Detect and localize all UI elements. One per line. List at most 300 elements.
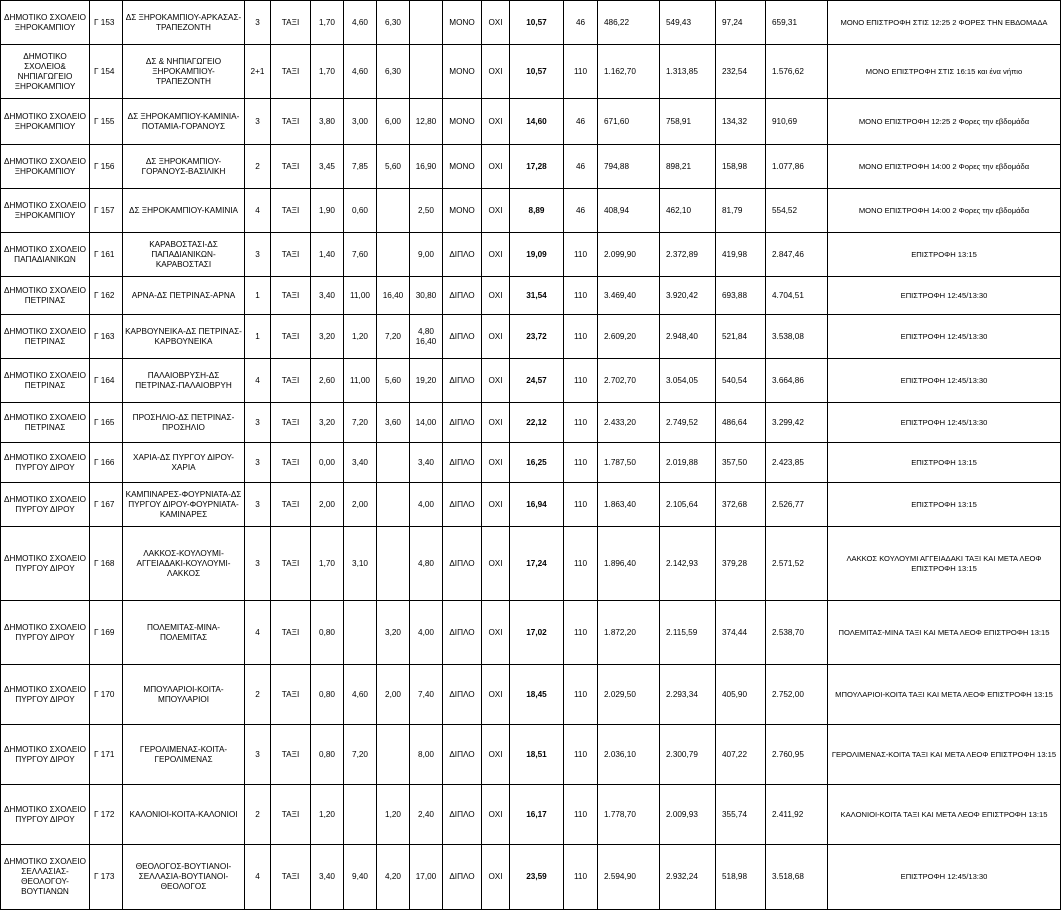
km-total-cell: 8,00 (410, 725, 443, 785)
trip-type-cell: ΜΟΝΟ (443, 99, 482, 145)
table-body (1, 1, 1061, 910)
escort-cell: ΟΧΙ (482, 403, 510, 443)
seats-cell: 3 (245, 99, 271, 145)
vehicle-type-cell: ΤΑΞΙ (271, 45, 311, 99)
cost-with-fuel-cell: 3.920,42 (660, 277, 716, 315)
daily-km-cell: 14,60 (510, 99, 564, 145)
notes-cell: ΜΟΝΟ ΕΠΙΣΤΡΟΦΗ ΣΤΙΣ 12:25 2 ΦΟΡΕΣ ΤΗΝ ΕΒΔΟΜΑΔΑ (828, 1, 1061, 45)
daily-km-cell: 16,94 (510, 483, 564, 527)
total-cell: 554,52 (766, 189, 828, 233)
route-code-cell: Γ 155 (90, 99, 123, 145)
escort-cell: ΟΧΙ (482, 45, 510, 99)
school-cell: ΔΗΜΟΤΙΚΟ ΣΧΟΛΕΙΟ ΠΥΡΓΟΥ ΔΙΡΟΥ (1, 601, 90, 665)
km-total-cell: 19,20 (410, 359, 443, 403)
daily-km-cell: 23,72 (510, 315, 564, 359)
km-total-cell: 4,80 (410, 527, 443, 601)
vehicle-type-cell: ΤΑΞΙ (271, 315, 311, 359)
seats-cell: 1 (245, 315, 271, 359)
trip-type-cell: ΔΙΠΛΟ (443, 483, 482, 527)
school-cell: ΔΗΜΟΤΙΚΟ ΣΧΟΛΕΙΟ ΠΥΡΓΟΥ ΔΙΡΟΥ (1, 443, 90, 483)
km-leg3-cell: 6,00 (377, 99, 410, 145)
km-leg1-cell: 1,70 (311, 1, 344, 45)
km-leg2-cell: 7,20 (344, 403, 377, 443)
km-leg3-cell (377, 483, 410, 527)
escort-cell: ΟΧΙ (482, 483, 510, 527)
cost-cell: 408,94 (598, 189, 660, 233)
daily-km-cell: 22,12 (510, 403, 564, 443)
cost-cell: 2.433,20 (598, 403, 660, 443)
days-cell: 110 (564, 277, 598, 315)
vehicle-type-cell: ΤΑΞΙ (271, 785, 311, 845)
vat-cell: 518,98 (716, 845, 766, 910)
route-code-cell: Γ 169 (90, 601, 123, 665)
route-cell: ΚΑΡΒΟΥΝΕΙΚΑ-ΔΣ ΠΕΤΡΙΝΑΣ-ΚΑΡΒΟΥΝΕΙΚΑ (123, 315, 245, 359)
school-cell: ΔΗΜΟΤΙΚΟ ΣΧΟΛΕΙΟ ΠΑΠΑΔΙΑΝΙΚΩΝ (1, 233, 90, 277)
daily-km-cell: 19,09 (510, 233, 564, 277)
km-leg3-cell: 1,20 (377, 785, 410, 845)
notes-cell: ΜΟΝΟ ΕΠΙΣΤΡΟΦΗ 14:00 2 Φορες την εβδομάδα (828, 145, 1061, 189)
trip-type-cell: ΔΙΠΛΟ (443, 233, 482, 277)
table-row (1, 483, 1061, 527)
vehicle-type-cell: ΤΑΞΙ (271, 443, 311, 483)
cost-with-fuel-cell: 758,91 (660, 99, 716, 145)
vehicle-type-cell: ΤΑΞΙ (271, 277, 311, 315)
notes-cell: ΚΑΛΟΝΙΟΙ-ΚΟΙΤΑ ΤΑΞΙ ΚΑΙ ΜΕΤΑ ΛΕΟΦ ΕΠΙΣΤΡΟΦΗ 13:15 (828, 785, 1061, 845)
school-cell: ΔΗΜΟΤΙΚΟ ΣΧΟΛΕΙΟ ΠΥΡΓΟΥ ΔΙΡΟΥ (1, 665, 90, 725)
km-leg2-cell: 11,00 (344, 359, 377, 403)
escort-cell: ΟΧΙ (482, 233, 510, 277)
km-total-cell (410, 1, 443, 45)
route-cell: ΔΣ ΞΗΡΟΚΑΜΠΙΟΥ-ΚΑΜΙΝΙΑ (123, 189, 245, 233)
route-cell: ΧΑΡΙΑ-ΔΣ ΠΥΡΓΟΥ ΔΙΡΟΥ-ΧΑΡΙΑ (123, 443, 245, 483)
seats-cell: 3 (245, 725, 271, 785)
km-total-cell: 14,00 (410, 403, 443, 443)
school-cell: ΔΗΜΟΤΙΚΟ ΣΧΟΛΕΙΟ ΞΗΡΟΚΑΜΠΙΟΥ (1, 1, 90, 45)
days-cell: 110 (564, 483, 598, 527)
km-leg1-cell: 1,70 (311, 527, 344, 601)
school-cell: ΔΗΜΟΤΙΚΟ ΣΧΟΛΕΙΟ ΞΗΡΟΚΑΜΠΙΟΥ (1, 145, 90, 189)
km-leg1-cell: 3,20 (311, 315, 344, 359)
km-total-cell: 3,40 (410, 443, 443, 483)
trip-type-cell: ΔΙΠΛΟ (443, 359, 482, 403)
table-row (1, 277, 1061, 315)
km-leg3-cell: 3,60 (377, 403, 410, 443)
km-leg2-cell: 7,60 (344, 233, 377, 277)
km-leg3-cell: 2,00 (377, 665, 410, 725)
days-cell: 110 (564, 601, 598, 665)
table-row (1, 1, 1061, 45)
km-leg1-cell: 0,80 (311, 601, 344, 665)
days-cell: 110 (564, 233, 598, 277)
vehicle-type-cell: ΤΑΞΙ (271, 601, 311, 665)
school-cell: ΔΗΜΟΤΙΚΟ ΣΧΟΛΕΙΟ ΠΕΤΡΙΝΑΣ (1, 403, 90, 443)
table-row (1, 845, 1061, 910)
route-cell: ΔΣ ΞΗΡΟΚΑΜΠΙΟΥ-ΑΡΚΑΣΑΣ-ΤΡΑΠΕΖΟΝΤΗ (123, 1, 245, 45)
km-leg2-cell: 3,10 (344, 527, 377, 601)
route-code-cell: Γ 170 (90, 665, 123, 725)
km-leg1-cell: 3,20 (311, 403, 344, 443)
notes-cell: ΜΟΝΟ ΕΠΙΣΤΡΟΦΗ ΣΤΙΣ 16:15 και ένα νήπιο (828, 45, 1061, 99)
school-cell: ΔΗΜΟΤΙΚΟ ΣΧΟΛΕΙΟ ΠΥΡΓΟΥ ΔΙΡΟΥ (1, 725, 90, 785)
days-cell: 110 (564, 527, 598, 601)
school-cell: ΔΗΜΟΤΙΚΟ ΣΧΟΛΕΙΟ ΠΥΡΓΟΥ ΔΙΡΟΥ (1, 527, 90, 601)
total-cell: 1.077,86 (766, 145, 828, 189)
cost-with-fuel-cell: 3.054,05 (660, 359, 716, 403)
seats-cell: 2 (245, 785, 271, 845)
notes-cell: ΕΠΙΣΤΡΟΦΗ 13:15 (828, 233, 1061, 277)
route-cell: ΠΑΛΑΙΟΒΡΥΣΗ-ΔΣ ΠΕΤΡΙΝΑΣ-ΠΑΛΑΙΟΒΡΥΗ (123, 359, 245, 403)
vat-cell: 405,90 (716, 665, 766, 725)
escort-cell: ΟΧΙ (482, 601, 510, 665)
days-cell: 110 (564, 665, 598, 725)
total-cell: 3.664,86 (766, 359, 828, 403)
km-leg1-cell: 1,70 (311, 45, 344, 99)
km-leg2-cell (344, 785, 377, 845)
km-leg2-cell: 2,00 (344, 483, 377, 527)
route-cell: ΚΑΜΠΙΝΑΡΕΣ-ΦΟΥΡΝΙΑΤΑ-ΔΣ ΠΥΡΓΟΥ ΔΙΡΟΥ-ΦΟΥΡΝΙΑΤΑ-ΚΑΜΙΝΑΡΕΣ (123, 483, 245, 527)
cost-with-fuel-cell: 2.372,89 (660, 233, 716, 277)
seats-cell: 3 (245, 403, 271, 443)
table-row (1, 443, 1061, 483)
route-code-cell: Γ 167 (90, 483, 123, 527)
km-total-cell: 17,00 (410, 845, 443, 910)
vat-cell: 486,64 (716, 403, 766, 443)
cost-cell: 1.778,70 (598, 785, 660, 845)
table-row (1, 145, 1061, 189)
km-leg3-cell: 4,20 (377, 845, 410, 910)
vehicle-type-cell: ΤΑΞΙ (271, 845, 311, 910)
cost-cell: 2.036,10 (598, 725, 660, 785)
km-leg2-cell: 7,20 (344, 725, 377, 785)
notes-cell: ΜΠΟΥΛΑΡΙΟΙ-ΚΟΙΤΑ ΤΑΞΙ ΚΑΙ ΜΕΤΑ ΛΕΟΦ ΕΠΙΣΤΡΟΦΗ 13:15 (828, 665, 1061, 725)
seats-cell: 3 (245, 443, 271, 483)
route-code-cell: Γ 156 (90, 145, 123, 189)
seats-cell: 4 (245, 359, 271, 403)
km-total-cell: 16,90 (410, 145, 443, 189)
days-cell: 46 (564, 1, 598, 45)
seats-cell: 3 (245, 527, 271, 601)
cost-with-fuel-cell: 2.115,59 (660, 601, 716, 665)
school-cell: ΔΗΜΟΤΙΚΟ ΣΧΟΛΕΙΟ ΣΕΛΛΑΣΙΑΣ-ΘΕΟΛΟΓΟΥ-ΒΟΥΤΙΑΝΩΝ (1, 845, 90, 910)
vat-cell: 419,98 (716, 233, 766, 277)
cost-cell: 3.469,40 (598, 277, 660, 315)
cost-with-fuel-cell: 2.293,34 (660, 665, 716, 725)
cost-cell: 1.787,50 (598, 443, 660, 483)
km-leg1-cell: 3,45 (311, 145, 344, 189)
escort-cell: ΟΧΙ (482, 527, 510, 601)
km-leg2-cell: 4,60 (344, 1, 377, 45)
route-cell: ΚΑΛΟΝΙΟΙ-ΚΟΙΤΑ-ΚΑΛΟΝΙΟΙ (123, 785, 245, 845)
km-leg3-cell (377, 233, 410, 277)
table-row (1, 99, 1061, 145)
trip-type-cell: ΜΟΝΟ (443, 189, 482, 233)
route-code-cell: Γ 173 (90, 845, 123, 910)
cost-cell: 2.099,90 (598, 233, 660, 277)
km-leg1-cell: 3,40 (311, 277, 344, 315)
vehicle-type-cell: ΤΑΞΙ (271, 189, 311, 233)
vat-cell: 540,54 (716, 359, 766, 403)
notes-cell: ΕΠΙΣΤΡΟΦΗ 12:45/13:30 (828, 845, 1061, 910)
notes-cell: ΕΠΙΣΤΡΟΦΗ 13:15 (828, 443, 1061, 483)
table-row (1, 403, 1061, 443)
vat-cell: 81,79 (716, 189, 766, 233)
km-total-cell: 9,00 (410, 233, 443, 277)
km-leg1-cell: 3,80 (311, 99, 344, 145)
vat-cell: 232,54 (716, 45, 766, 99)
trip-type-cell: ΜΟΝΟ (443, 1, 482, 45)
km-leg2-cell: 7,85 (344, 145, 377, 189)
km-leg1-cell: 0,80 (311, 665, 344, 725)
seats-cell: 4 (245, 601, 271, 665)
vehicle-type-cell: ΤΑΞΙ (271, 527, 311, 601)
days-cell: 110 (564, 785, 598, 845)
trip-type-cell: ΔΙΠΛΟ (443, 315, 482, 359)
km-leg2-cell: 1,20 (344, 315, 377, 359)
route-cell: ΔΣ ΞΗΡΟΚΑΜΠΙΟΥ-ΚΑΜΙΝΙΑ-ΠΟΤΑΜΙΑ-ΓΟΡΑΝΟΥΣ (123, 99, 245, 145)
notes-cell: ΓΕΡΟΛΙΜΕΝΑΣ-ΚΟΙΤΑ ΤΑΞΙ ΚΑΙ ΜΕΤΑ ΛΕΟΦ ΕΠΙΣΤΡΟΦΗ 13:15 (828, 725, 1061, 785)
cost-with-fuel-cell: 2.749,52 (660, 403, 716, 443)
escort-cell: ΟΧΙ (482, 277, 510, 315)
vat-cell: 379,28 (716, 527, 766, 601)
vat-cell: 372,68 (716, 483, 766, 527)
daily-km-cell: 8,89 (510, 189, 564, 233)
school-cell: ΔΗΜΟΤΙΚΟ ΣΧΟΛΕΙΟ ΠΥΡΓΟΥ ΔΙΡΟΥ (1, 785, 90, 845)
route-code-cell: Γ 165 (90, 403, 123, 443)
vehicle-type-cell: ΤΑΞΙ (271, 403, 311, 443)
days-cell: 110 (564, 845, 598, 910)
route-code-cell: Γ 153 (90, 1, 123, 45)
cost-with-fuel-cell: 2.948,40 (660, 315, 716, 359)
trip-type-cell: ΔΙΠΛΟ (443, 277, 482, 315)
total-cell: 2.760,95 (766, 725, 828, 785)
table-row (1, 665, 1061, 725)
cost-cell: 1.896,40 (598, 527, 660, 601)
daily-km-cell: 23,59 (510, 845, 564, 910)
route-cell: ΜΠΟΥΛΑΡΙΟΙ-ΚΟΙΤΑ-ΜΠΟΥΛΑΡΙΟΙ (123, 665, 245, 725)
cost-with-fuel-cell: 2.142,93 (660, 527, 716, 601)
km-leg1-cell: 3,40 (311, 845, 344, 910)
vat-cell: 97,24 (716, 1, 766, 45)
km-leg3-cell: 6,30 (377, 1, 410, 45)
seats-cell: 2 (245, 145, 271, 189)
vehicle-type-cell: ΤΑΞΙ (271, 483, 311, 527)
school-cell: ΔΗΜΟΤΙΚΟ ΣΧΟΛΕΙΟ ΞΗΡΟΚΑΜΠΙΟΥ (1, 189, 90, 233)
vehicle-type-cell: ΤΑΞΙ (271, 665, 311, 725)
cost-cell: 2.609,20 (598, 315, 660, 359)
escort-cell: ΟΧΙ (482, 443, 510, 483)
cost-cell: 486,22 (598, 1, 660, 45)
total-cell: 2.538,70 (766, 601, 828, 665)
daily-km-cell: 17,28 (510, 145, 564, 189)
daily-km-cell: 18,51 (510, 725, 564, 785)
table-row (1, 725, 1061, 785)
km-leg3-cell: 3,20 (377, 601, 410, 665)
total-cell: 659,31 (766, 1, 828, 45)
route-code-cell: Γ 172 (90, 785, 123, 845)
trip-type-cell: ΔΙΠΛΟ (443, 845, 482, 910)
escort-cell: ΟΧΙ (482, 189, 510, 233)
cost-with-fuel-cell: 462,10 (660, 189, 716, 233)
km-total-cell: 12,80 (410, 99, 443, 145)
route-cell: ΛΑΚΚΟΣ-ΚΟΥΛΟΥΜΙ-ΑΓΓΕΙΑΔΑΚΙ-ΚΟΥΛΟΥΜΙ-ΛΑΚΚΟΣ (123, 527, 245, 601)
cost-cell: 794,88 (598, 145, 660, 189)
vehicle-type-cell: ΤΑΞΙ (271, 99, 311, 145)
school-cell: ΔΗΜΟΤΙΚΟ ΣΧΟΛΕΙΟ ΠΕΤΡΙΝΑΣ (1, 359, 90, 403)
route-code-cell: Γ 164 (90, 359, 123, 403)
table-row (1, 785, 1061, 845)
escort-cell: ΟΧΙ (482, 785, 510, 845)
vat-cell: 357,50 (716, 443, 766, 483)
vat-cell: 374,44 (716, 601, 766, 665)
km-leg1-cell: 1,40 (311, 233, 344, 277)
route-code-cell: Γ 157 (90, 189, 123, 233)
table-row (1, 315, 1061, 359)
km-total-cell: 7,40 (410, 665, 443, 725)
km-leg1-cell: 2,60 (311, 359, 344, 403)
km-leg3-cell: 6,30 (377, 45, 410, 99)
route-cell: ΔΣ ΞΗΡΟΚΑΜΠΙΟΥ-ΓΟΡΑΝΟΥΣ-ΒΑΣΙΛΙΚΗ (123, 145, 245, 189)
table-row (1, 527, 1061, 601)
notes-cell: ΕΠΙΣΤΡΟΦΗ 12:45/13:30 (828, 359, 1061, 403)
daily-km-cell: 10,57 (510, 1, 564, 45)
daily-km-cell: 10,57 (510, 45, 564, 99)
days-cell: 46 (564, 189, 598, 233)
notes-cell: ΠΟΛΕΜΙΤΑΣ-ΜΙΝΑ ΤΑΞΙ ΚΑΙ ΜΕΤΑ ΛΕΟΦ ΕΠΙΣΤΡΟΦΗ 13:15 (828, 601, 1061, 665)
school-cell: ΔΗΜΟΤΙΚΟ ΣΧΟΛΕΙΟ ΞΗΡΟΚΑΜΠΙΟΥ (1, 99, 90, 145)
route-cell: ΓΕΡΟΛΙΜΕΝΑΣ-ΚΟΙΤΑ-ΓΕΡΟΛΙΜΕΝΑΣ (123, 725, 245, 785)
total-cell: 910,69 (766, 99, 828, 145)
vat-cell: 158,98 (716, 145, 766, 189)
cost-with-fuel-cell: 549,43 (660, 1, 716, 45)
cost-cell: 2.702,70 (598, 359, 660, 403)
daily-km-cell: 31,54 (510, 277, 564, 315)
route-cell: ΔΣ & ΝΗΠΙΑΓΩΓΕΙΟ ΞΗΡΟΚΑΜΠΙΟΥ-ΤΡΑΠΕΖΟΝΤΗ (123, 45, 245, 99)
route-cell: ΠΟΛΕΜΙΤΑΣ-ΜΙΝΑ-ΠΟΛΕΜΙΤΑΣ (123, 601, 245, 665)
trip-type-cell: ΜΟΝΟ (443, 45, 482, 99)
km-total-cell: 2,40 (410, 785, 443, 845)
daily-km-cell: 18,45 (510, 665, 564, 725)
route-code-cell: Γ 166 (90, 443, 123, 483)
days-cell: 110 (564, 443, 598, 483)
km-leg3-cell (377, 443, 410, 483)
route-cell: ΠΡΟΣΗΛΙΟ-ΔΣ ΠΕΤΡΙΝΑΣ-ΠΡΟΣΗΛΙΟ (123, 403, 245, 443)
daily-km-cell: 17,02 (510, 601, 564, 665)
km-leg3-cell (377, 189, 410, 233)
days-cell: 110 (564, 315, 598, 359)
total-cell: 2.571,52 (766, 527, 828, 601)
notes-cell: ΕΠΙΣΤΡΟΦΗ 12:45/13:30 (828, 277, 1061, 315)
km-total-cell: 4,00 (410, 601, 443, 665)
escort-cell: ΟΧΙ (482, 845, 510, 910)
cost-cell: 2.594,90 (598, 845, 660, 910)
km-leg2-cell: 4,60 (344, 45, 377, 99)
trip-type-cell: ΔΙΠΛΟ (443, 665, 482, 725)
km-leg3-cell: 5,60 (377, 359, 410, 403)
notes-cell: ΜΟΝΟ ΕΠΙΣΤΡΟΦΗ 12:25 2 Φορες την εβδομάδα (828, 99, 1061, 145)
days-cell: 110 (564, 725, 598, 785)
total-cell: 3.299,42 (766, 403, 828, 443)
notes-cell: ΕΠΙΣΤΡΟΦΗ 12:45/13:30 (828, 315, 1061, 359)
table-row (1, 45, 1061, 99)
km-leg1-cell: 1,90 (311, 189, 344, 233)
total-cell: 3.538,08 (766, 315, 828, 359)
table-row (1, 359, 1061, 403)
daily-km-cell: 24,57 (510, 359, 564, 403)
total-cell: 3.518,68 (766, 845, 828, 910)
vehicle-type-cell: ΤΑΞΙ (271, 1, 311, 45)
total-cell: 2.411,92 (766, 785, 828, 845)
seats-cell: 2+1 (245, 45, 271, 99)
trip-type-cell: ΔΙΠΛΟ (443, 725, 482, 785)
table-row (1, 601, 1061, 665)
cost-with-fuel-cell: 2.019,88 (660, 443, 716, 483)
km-leg2-cell: 9,40 (344, 845, 377, 910)
km-leg2-cell (344, 601, 377, 665)
school-cell: ΔΗΜΟΤΙΚΟ ΣΧΟΛΕΙΟ ΠΥΡΓΟΥ ΔΙΡΟΥ (1, 483, 90, 527)
total-cell: 2.423,85 (766, 443, 828, 483)
notes-cell: ΜΟΝΟ ΕΠΙΣΤΡΟΦΗ 14:00 2 Φορες την εβδομάδα (828, 189, 1061, 233)
trip-type-cell: ΔΙΠΛΟ (443, 785, 482, 845)
km-total-cell: 30,80 (410, 277, 443, 315)
route-code-cell: Γ 161 (90, 233, 123, 277)
table-row (1, 233, 1061, 277)
school-cell: ΔΗΜΟΤΙΚΟ ΣΧΟΛΕΙΟ ΠΕΤΡΙΝΑΣ (1, 277, 90, 315)
total-cell: 2.752,00 (766, 665, 828, 725)
escort-cell: ΟΧΙ (482, 725, 510, 785)
escort-cell: ΟΧΙ (482, 145, 510, 189)
trip-type-cell: ΔΙΠΛΟ (443, 527, 482, 601)
km-leg1-cell: 0,00 (311, 443, 344, 483)
seats-cell: 2 (245, 665, 271, 725)
seats-cell: 4 (245, 189, 271, 233)
seats-cell: 3 (245, 483, 271, 527)
daily-km-cell: 17,24 (510, 527, 564, 601)
total-cell: 1.576,62 (766, 45, 828, 99)
route-code-cell: Γ 163 (90, 315, 123, 359)
km-leg3-cell: 5,60 (377, 145, 410, 189)
cost-cell: 671,60 (598, 99, 660, 145)
route-code-cell: Γ 171 (90, 725, 123, 785)
km-leg1-cell: 1,20 (311, 785, 344, 845)
cost-cell: 1.872,20 (598, 601, 660, 665)
vat-cell: 521,84 (716, 315, 766, 359)
escort-cell: ΟΧΙ (482, 315, 510, 359)
seats-cell: 1 (245, 277, 271, 315)
km-total-cell (410, 45, 443, 99)
escort-cell: ΟΧΙ (482, 665, 510, 725)
notes-cell: ΕΠΙΣΤΡΟΦΗ 13:15 (828, 483, 1061, 527)
km-leg2-cell: 11,00 (344, 277, 377, 315)
escort-cell: ΟΧΙ (482, 99, 510, 145)
total-cell: 4.704,51 (766, 277, 828, 315)
cost-cell: 2.029,50 (598, 665, 660, 725)
cost-with-fuel-cell: 2.300,79 (660, 725, 716, 785)
route-cell: ΘΕΟΛΟΓΟΣ-ΒΟΥΤΙΑΝΟΙ-ΣΕΛΛΑΣΙΑ-ΒΟΥΤΙΑΝΟΙ-ΘΕΟΛΟΓΟΣ (123, 845, 245, 910)
vat-cell: 134,32 (716, 99, 766, 145)
cost-with-fuel-cell: 1.313,85 (660, 45, 716, 99)
route-cell: ΑΡΝΑ-ΔΣ ΠΕΤΡΙΝΑΣ-ΑΡΝΑ (123, 277, 245, 315)
vehicle-type-cell: ΤΑΞΙ (271, 145, 311, 189)
table-row (1, 189, 1061, 233)
route-code-cell: Γ 154 (90, 45, 123, 99)
route-cell: ΚΑΡΑΒΟΣΤΑΣΙ-ΔΣ ΠΑΠΑΔΙΑΝΙΚΩΝ-ΚΑΡΑΒΟΣΤΑΣΙ (123, 233, 245, 277)
days-cell: 110 (564, 403, 598, 443)
km-leg3-cell (377, 527, 410, 601)
km-leg2-cell: 0,60 (344, 189, 377, 233)
trip-type-cell: ΜΟΝΟ (443, 145, 482, 189)
seats-cell: 3 (245, 1, 271, 45)
km-total-cell: 4,80 16,40 (410, 315, 443, 359)
